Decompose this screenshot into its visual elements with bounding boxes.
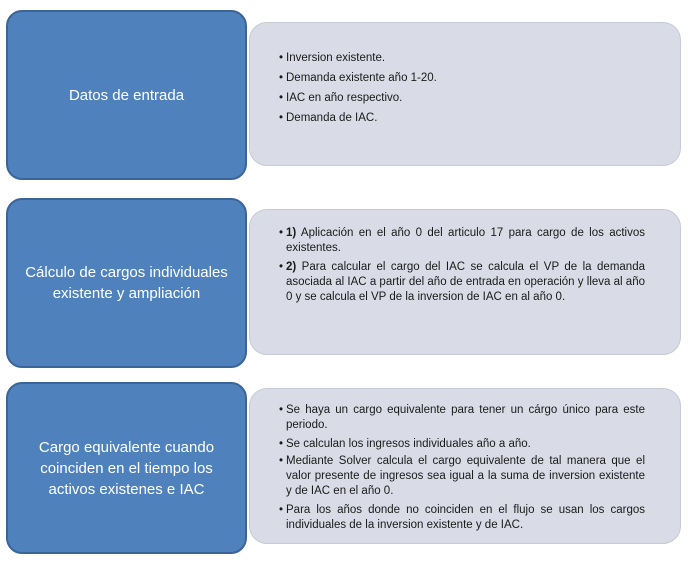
bullet-item: • IAC en año respectivo.	[279, 88, 659, 108]
bullet-item: • Demanda de IAC.	[279, 108, 659, 128]
bullet-item: • 2) Para calcular el cargo del IAC se calcula el VP de la demanda asociada al IAC a partir del año de entrada en operación y lleva al año 0 y se calcula el VP de la inversion de IAC en al año 0.	[279, 260, 645, 305]
main-box-title: Cálculo de cargos individuales existente y ampliación	[25, 264, 228, 302]
bullet-list-cargo-equivalente	[279, 403, 645, 533]
main-box-calculo-cargos	[6, 198, 247, 368]
bullet-list-datos-de-entrada	[279, 48, 659, 128]
bullet-item: • Inversion existente.	[279, 48, 659, 68]
bullet-item: • Demanda existente año 1-20.	[279, 68, 659, 88]
main-box-title: Cargo equivalente cuando coinciden en el tiempo los activos existenes e IAC	[38, 438, 215, 498]
bullet-item: • 1) Aplicación en el año 0 del articulo 17 para cargo de los activos existentes.	[279, 226, 645, 256]
bullet-item: • Se calculan los ingresos individuales año a año.	[279, 437, 645, 452]
bullet-item: • Se haya un cargo equivalente para tener un cárgo único para este periodo.	[279, 403, 645, 433]
bullet-item: • Mediante Solver calcula el cargo equivalente de tal manera que el valor presente de ingresos sea igual a la suma de inversion existente y de IAC en el año 0.	[279, 454, 645, 499]
main-box-cargo-equivalente	[6, 382, 247, 554]
bullet-item: • Para los años donde no coinciden en el flujo se usan los cargos individuales de la inversion existente y de IAC.	[279, 503, 645, 533]
bullet-list-calculo-cargos	[279, 226, 645, 305]
main-box-title: Datos de entrada	[68, 86, 185, 104]
main-box-datos-de-entrada	[6, 10, 247, 180]
